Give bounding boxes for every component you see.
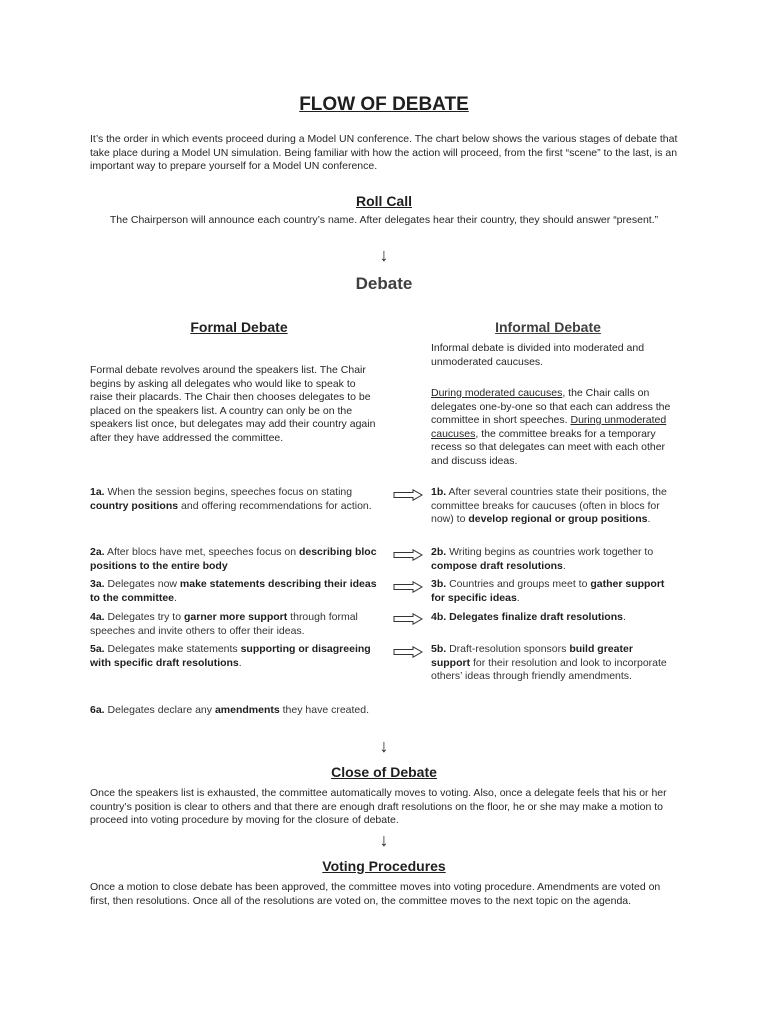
formal-debate-heading: Formal Debate xyxy=(190,319,288,335)
down-arrow-icon: ↓ xyxy=(379,830,389,850)
close-of-debate-heading: Close of Debate xyxy=(331,764,437,780)
step-2a: 2a. After blocs have met, speeches focus on describing bloc positions to the entire body xyxy=(90,546,377,572)
step-3a: 3a. Delegates now make statements describing their ideas to the committee. xyxy=(90,578,377,604)
unmoderated-caucus-text: , the committee breaks for a temporary recess so that delegates can meet with each other and discuss ideas. xyxy=(431,427,666,467)
caucus-description xyxy=(431,387,671,468)
intro-paragraph: It’s the order in which events proceed during a Model UN conference. The chart below shows the various stages of debate that take place during a Model UN simulation. Being familiar with how the action will proceed, from the first “scene” to the last, is an important way to prepare yourself for a Model UN conference. xyxy=(90,133,678,172)
right-arrow-icon xyxy=(393,613,423,625)
right-arrow-icon xyxy=(393,549,423,561)
moderated-caucus-label: During moderated caucuses xyxy=(431,387,563,399)
close-of-debate-text: Once the speakers list is exhausted, the committee automatically moves to voting. Also, once a delegate feels that his or her country’s position is clear to others and that there are enough draft resolutions on the floor, he or she may make a motion to proceed into voting procedure by moving for the closure of debate. xyxy=(90,787,667,826)
voting-procedures-text: Once a motion to close debate has been approved, the committee moves into voting procedure. Amendments are voted on first, then resolutions. Once all of the resolutions are voted on, the committee moves to the next topic on the agenda. xyxy=(90,881,661,907)
formal-debate-intro: Formal debate revolves around the speakers list. The Chair begins by asking all delegates who would like to speak to raise their placards. The Chair then chooses delegates to be placed on the speakers list. A country can only be on the speakers list once, but delegates may add their country again after they have addressed the committee. xyxy=(90,364,376,444)
page-title: FLOW OF DEBATE xyxy=(299,94,469,115)
step-2b: 2b. Writing begins as countries work together to compose draft resolutions. xyxy=(431,546,654,572)
step-5a: 5a. Delegates make statements supporting or disagreeing with specific draft resolutions. xyxy=(90,643,371,669)
moderated-caucus-text: , the Chair calls on delegates one-by-one so that each can address the committee in short speeches. xyxy=(431,387,671,426)
voting-procedures-heading: Voting Procedures xyxy=(322,858,446,874)
step-5b: 5b. Draft-resolution sponsors build greater support for their resolution and look to incorporate others’ ideas through friendly amendments. xyxy=(431,643,667,682)
down-arrow-icon: ↓ xyxy=(379,736,389,756)
right-arrow-icon xyxy=(393,489,423,501)
informal-debate-heading: Informal Debate xyxy=(495,319,601,335)
step-6a: 6a. Delegates declare any amendments they have created. xyxy=(90,704,370,716)
step-4b: 4b. Delegates finalize draft resolutions. xyxy=(431,611,626,623)
right-arrow-icon xyxy=(393,581,423,593)
right-arrow-icon xyxy=(393,646,423,658)
step-3b: 3b. Countries and groups meet to gather support for specific ideas. xyxy=(431,578,665,604)
step-1a: 1a. When the session begins, speeches focus on stating country positions and offering recommendations for action. xyxy=(90,486,372,512)
debate-heading: Debate xyxy=(355,274,413,293)
step-4a: 4a. Delegates try to garner more support through formal speeches and invite others to offer their ideas. xyxy=(90,611,358,637)
roll-call-heading: Roll Call xyxy=(355,193,412,209)
informal-debate-intro: Informal debate is divided into moderated and unmoderated caucuses. xyxy=(431,342,645,368)
roll-call-text: The Chairperson will announce each country’s name. After delegates hear their country, they should answer “present.” xyxy=(109,214,659,226)
unmoderated-caucus-label: During unmoderated caucuses xyxy=(431,414,667,440)
step-1b: 1b. After several countries state their positions, the committee breaks for caucuses (often in blocs for now) to develop regional or group positions. xyxy=(431,486,667,525)
down-arrow-icon: ↓ xyxy=(379,245,389,265)
